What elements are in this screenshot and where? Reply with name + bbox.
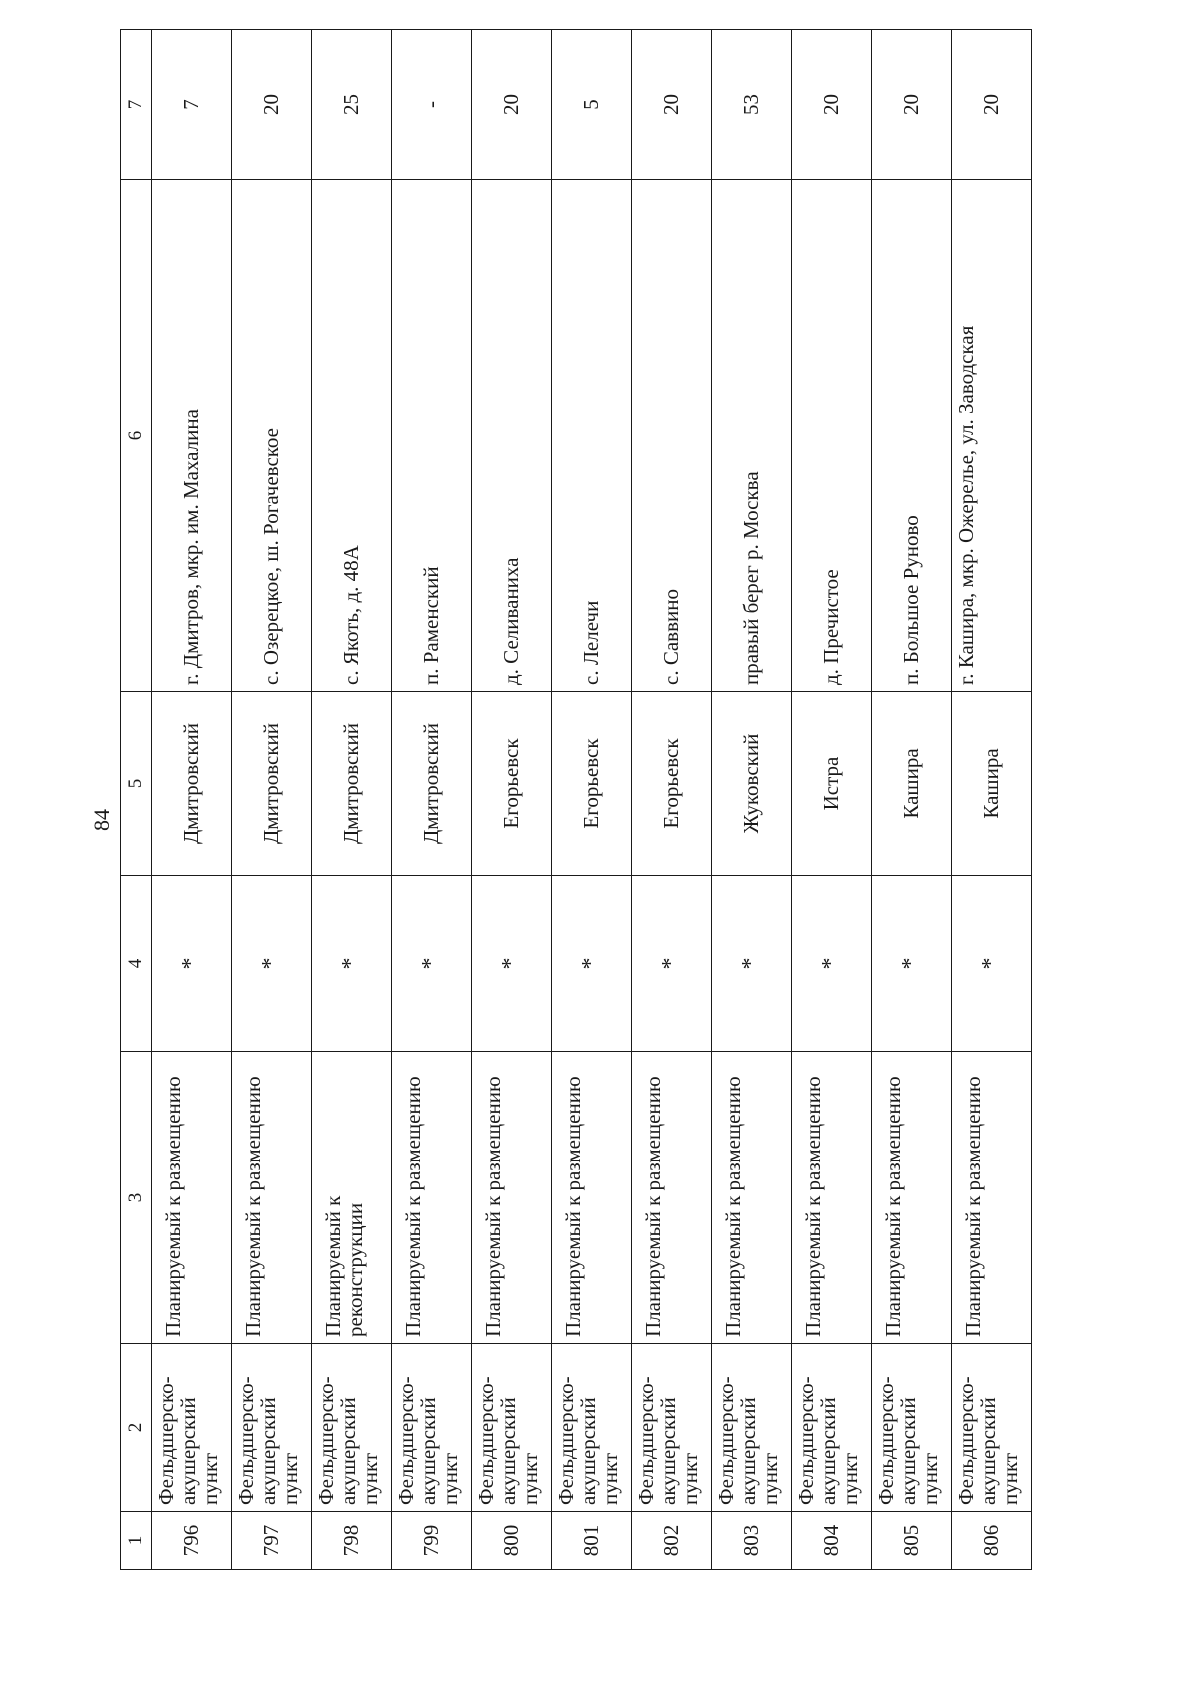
facility-status: Планируемый к размещению [392, 1052, 472, 1344]
column-header: 3 [121, 1052, 152, 1344]
facility-type: Фельдшерско-акушерский пункт [632, 1344, 712, 1512]
mark-cell: * [632, 876, 712, 1052]
location-cell: с. Озерецкое, ш. Рогачевское [232, 180, 312, 692]
district-cell: Дмитровский [392, 692, 472, 876]
facility-status: Планируемый к размещению [552, 1052, 632, 1344]
column-header: 6 [121, 180, 152, 692]
mark-cell: * [712, 876, 792, 1052]
location-cell: с. Якоть, д. 48А [312, 180, 392, 692]
row-number: 804 [792, 1512, 872, 1570]
value-cell: 20 [952, 30, 1032, 180]
table-row [952, 30, 1032, 1570]
page-number: 84 [89, 809, 114, 831]
facility-type: Фельдшерско-акушерский пункт [232, 1344, 312, 1512]
value-cell: 20 [632, 30, 712, 180]
district-cell: Кашира [952, 692, 1032, 876]
column-header: 4 [121, 876, 152, 1052]
column-header: 1 [121, 1512, 152, 1570]
value-cell: 7 [152, 30, 232, 180]
district-cell: Дмитровский [312, 692, 392, 876]
location-cell: правый берег р. Москва [712, 180, 792, 692]
facility-type: Фельдшерско-акушерский пункт [712, 1344, 792, 1512]
table-row [152, 30, 232, 1570]
location-cell: п. Раменский [392, 180, 472, 692]
column-header: 2 [121, 1344, 152, 1512]
facility-type: Фельдшерско-акушерский пункт [392, 1344, 472, 1512]
value-cell: 20 [472, 30, 552, 180]
table-row [552, 30, 632, 1570]
row-number: 803 [712, 1512, 792, 1570]
mark-cell: * [152, 876, 232, 1052]
mark-cell: * [472, 876, 552, 1052]
district-cell: Егорьевск [632, 692, 712, 876]
district-cell: Дмитровский [152, 692, 232, 876]
facilities-table [120, 29, 1032, 1570]
mark-cell: * [792, 876, 872, 1052]
row-number: 800 [472, 1512, 552, 1570]
facility-type: Фельдшерско-акушерский пункт [792, 1344, 872, 1512]
row-number: 805 [872, 1512, 952, 1570]
location-cell: п. Большое Руново [872, 180, 952, 692]
mark-cell: * [952, 876, 1032, 1052]
table-row [232, 30, 312, 1570]
facility-status: Планируемый к размещению [712, 1052, 792, 1344]
column-header: 7 [121, 30, 152, 180]
location-cell: г. Кашира, мкр. Ожерелье, ул. Заводская [952, 180, 1032, 692]
table-row [712, 30, 792, 1570]
location-cell: г. Дмитров, мкр. им. Махалина [152, 180, 232, 692]
district-cell: Егорьевск [552, 692, 632, 876]
facility-type: Фельдшерско-акушерский пункт [472, 1344, 552, 1512]
location-cell: д. Пречистое [792, 180, 872, 692]
district-cell: Кашира [872, 692, 952, 876]
district-cell: Истра [792, 692, 872, 876]
row-number: 799 [392, 1512, 472, 1570]
facility-type: Фельдшерско-акушерский пункт [312, 1344, 392, 1512]
facility-status: Планируемый к размещению [232, 1052, 312, 1344]
value-cell: 20 [792, 30, 872, 180]
row-number: 796 [152, 1512, 232, 1570]
table-header [121, 30, 152, 1570]
facility-type: Фельдшерско-акушерский пункт [952, 1344, 1032, 1512]
facility-type: Фельдшерско-акушерский пункт [552, 1344, 632, 1512]
mark-cell: * [312, 876, 392, 1052]
facility-status: Планируемый к размещению [152, 1052, 232, 1344]
facilities-table-container [120, 30, 1030, 1570]
value-cell: 53 [712, 30, 792, 180]
value-cell: 5 [552, 30, 632, 180]
mark-cell: * [552, 876, 632, 1052]
row-number: 802 [632, 1512, 712, 1570]
table-row [792, 30, 872, 1570]
facility-type: Фельдшерско-акушерский пункт [872, 1344, 952, 1512]
facility-status: Планируемый к размещению [872, 1052, 952, 1344]
facility-status: Планируемый к реконструкции [312, 1052, 392, 1344]
facility-type: Фельдшерско-акушерский пункт [152, 1344, 232, 1512]
table-row [872, 30, 952, 1570]
value-cell: 25 [312, 30, 392, 180]
row-number: 797 [232, 1512, 312, 1570]
value-cell: - [392, 30, 472, 180]
location-cell: с. Лелечи [552, 180, 632, 692]
mark-cell: * [232, 876, 312, 1052]
district-cell: Егорьевск [472, 692, 552, 876]
facility-status: Планируемый к размещению [472, 1052, 552, 1344]
value-cell: 20 [232, 30, 312, 180]
table-row [392, 30, 472, 1570]
district-cell: Дмитровский [232, 692, 312, 876]
facility-status: Планируемый к размещению [952, 1052, 1032, 1344]
district-cell: Жуковский [712, 692, 792, 876]
facility-status: Планируемый к размещению [632, 1052, 712, 1344]
mark-cell: * [872, 876, 952, 1052]
row-number: 806 [952, 1512, 1032, 1570]
value-cell: 20 [872, 30, 952, 180]
column-header: 5 [121, 692, 152, 876]
table-row [312, 30, 392, 1570]
location-cell: с. Саввино [632, 180, 712, 692]
table-row [632, 30, 712, 1570]
row-number: 798 [312, 1512, 392, 1570]
mark-cell: * [392, 876, 472, 1052]
facility-status: Планируемый к размещению [792, 1052, 872, 1344]
location-cell: д. Селиваниха [472, 180, 552, 692]
table-row [472, 30, 552, 1570]
row-number: 801 [552, 1512, 632, 1570]
